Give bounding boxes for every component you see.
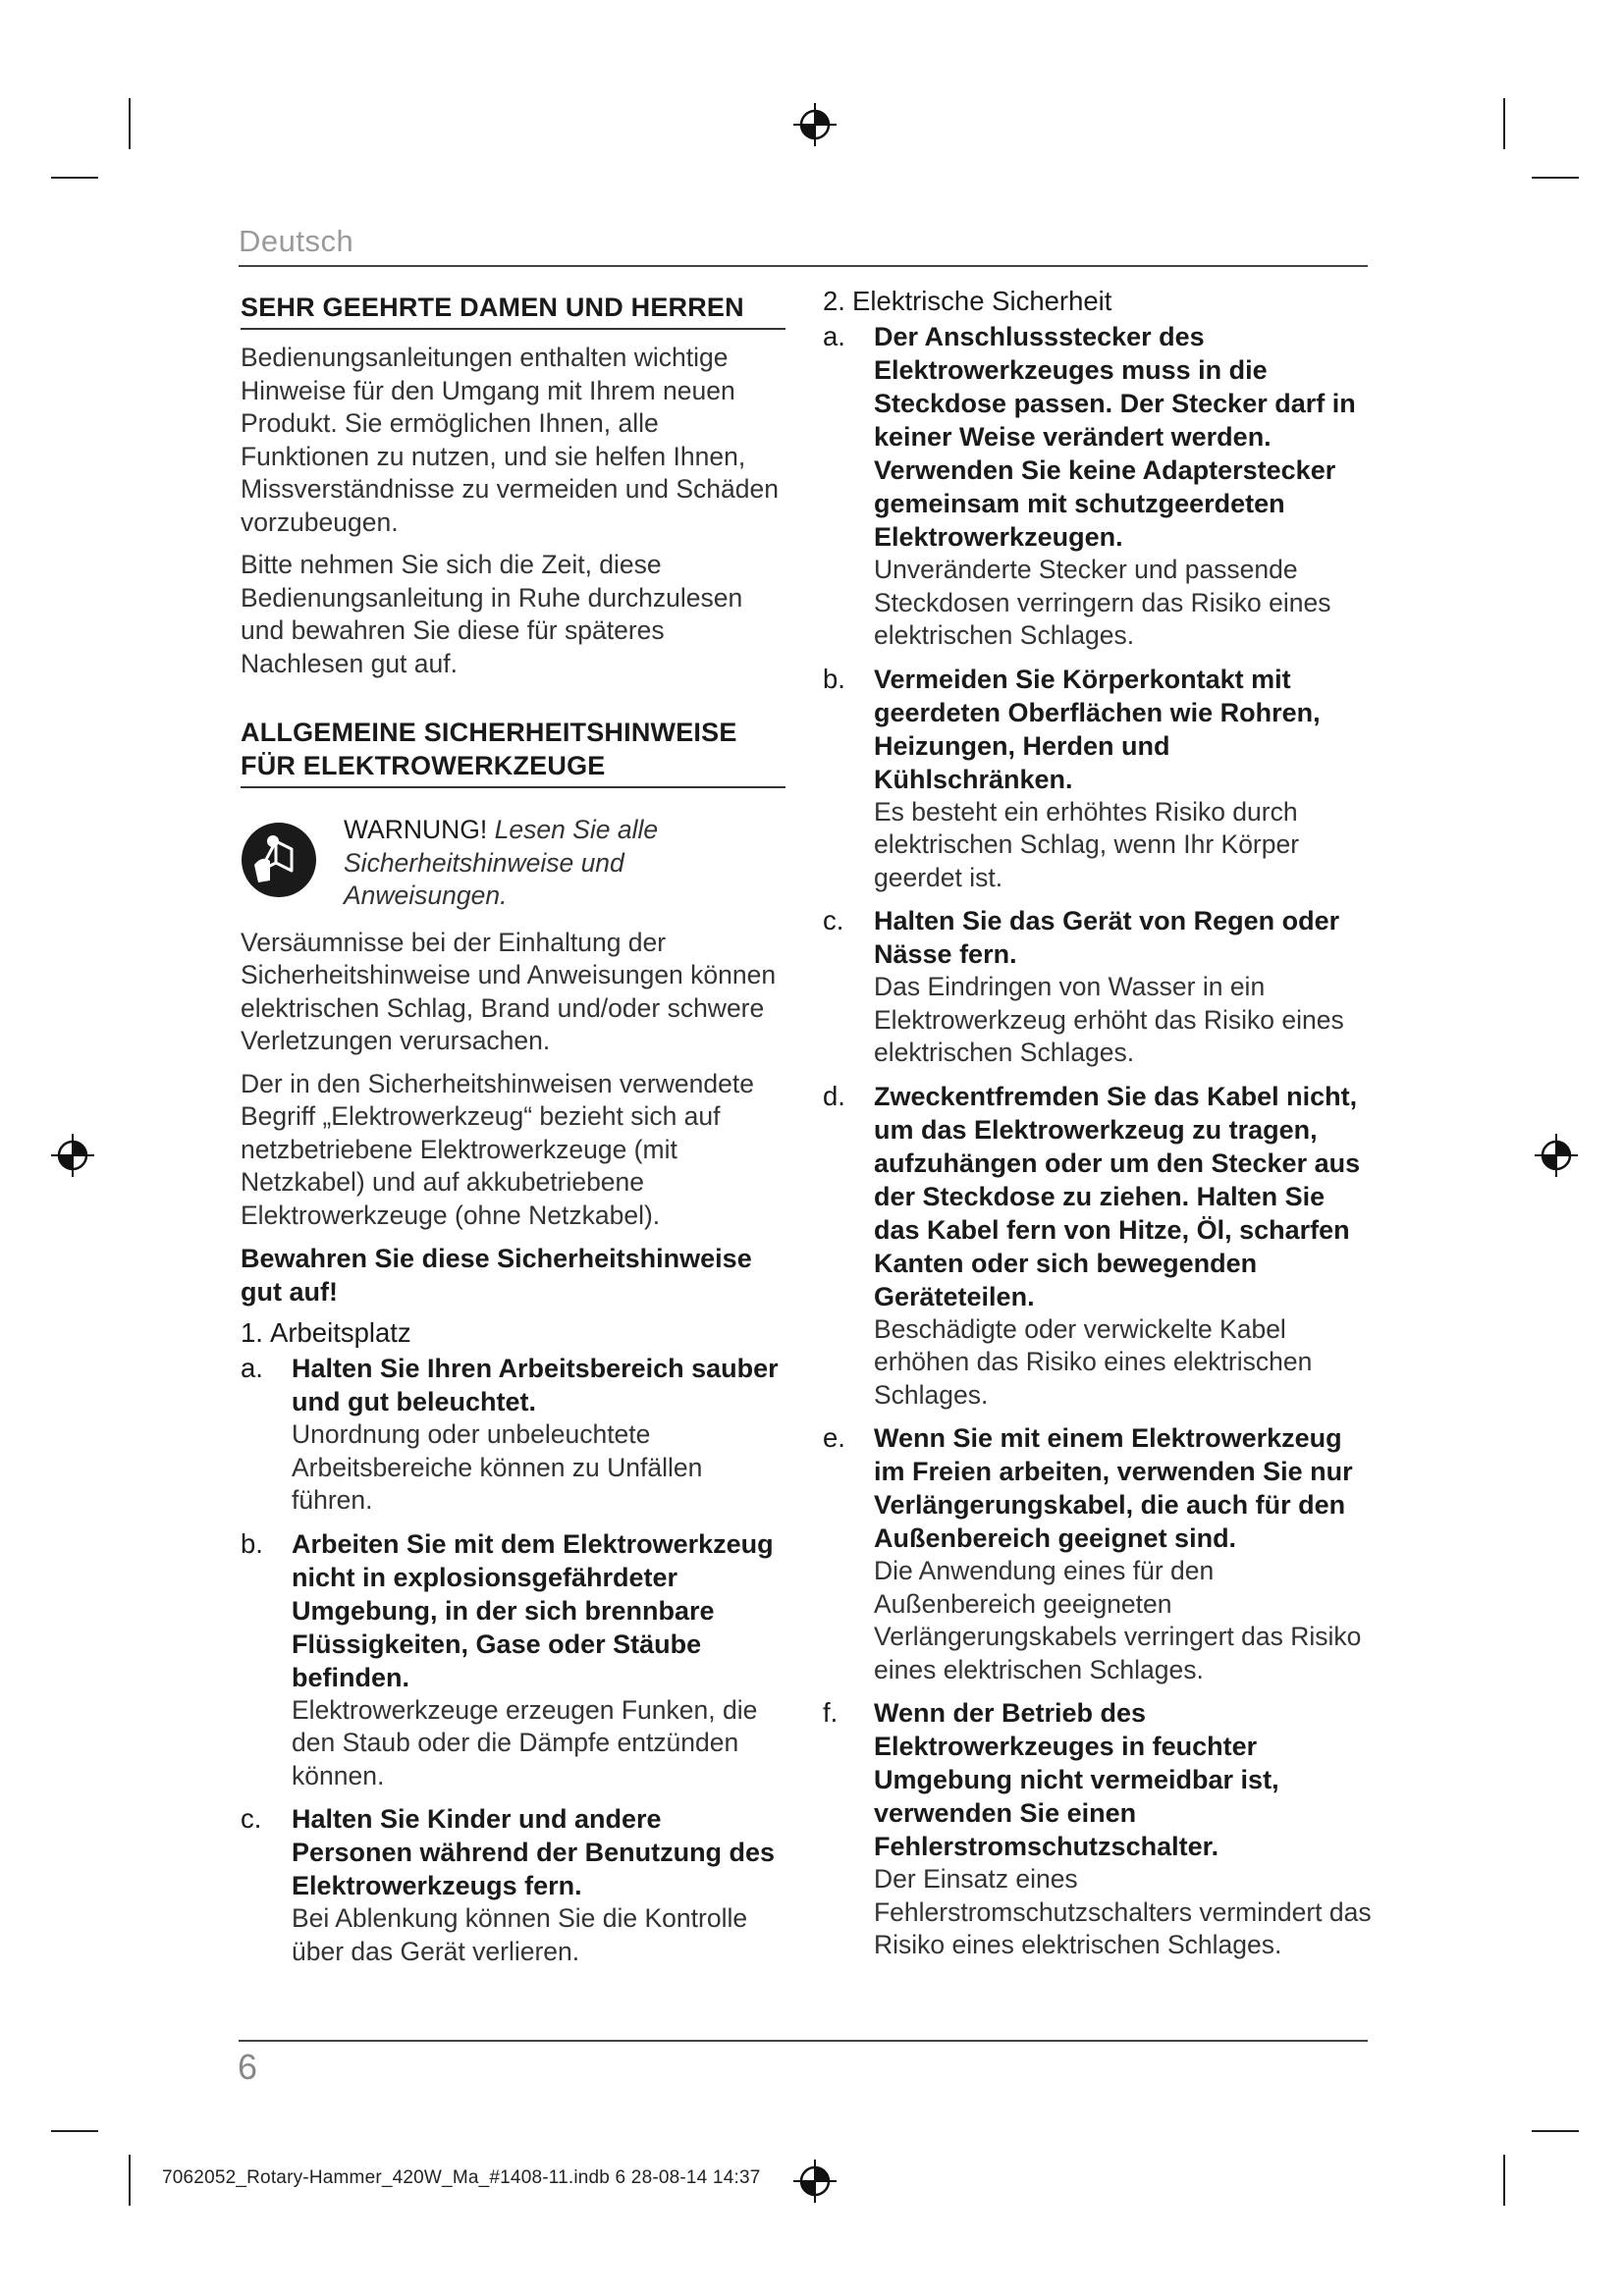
item-heading: Wenn Sie mit einem Elektrowerkzeug im Freien arbeiten, verwenden Sie nur Verlängerungskabel, die auch für den Außenbereich geeignet sind.: [874, 1423, 1353, 1553]
list-item: [823, 1421, 1373, 1686]
item-heading: Halten Sie Ihren Arbeitsbereich sauber und gut beleuchtet.: [292, 1354, 779, 1416]
list-item: [823, 663, 1373, 895]
item-letter: b.: [241, 1527, 263, 1559]
item-heading: Wenn der Betrieb des Elektrowerkzeuges in feuchter Umgebung nicht vermeidbar ist, verwenden Sie einen Fehlerstromschutzschalter.: [874, 1698, 1279, 1861]
section-title: Elektrische Sicherheit: [852, 286, 1112, 316]
crop-mark: [1503, 98, 1505, 149]
heading-dear-customers: SEHR GEEHRTE DAMEN UND HERREN: [241, 291, 785, 330]
crop-mark: [1532, 2130, 1579, 2132]
warning-block: [241, 814, 785, 913]
item-description: Unordnung oder unbeleuchtete Arbeitsbereiche können zu Unfällen führen.: [292, 1419, 703, 1515]
header-rule: [239, 265, 1368, 267]
item-description: Das Eindringen von Wasser in ein Elektrowerkzeug erhöht das Risiko eines elektrischen Schlages.: [874, 972, 1344, 1067]
list-item: [241, 1352, 785, 1518]
item-description: Der Einsatz eines Fehlerstromschutzschalters vermindert das Risiko eines elektrischen Schlages.: [874, 1864, 1372, 1959]
crop-mark: [129, 98, 131, 149]
registration-mark-icon: [793, 2160, 837, 2203]
crop-mark: [129, 2155, 131, 2206]
right-column: [823, 285, 1373, 1972]
item-letter: c.: [823, 905, 844, 935]
list-item: [241, 1527, 785, 1793]
item-heading: Zweckentfremden Sie das Kabel nicht, um das Elektrowerkzeug zu tragen, aufzuhängen oder um den Stecker aus der Steckdose zu ziehen. Halten Sie das Kabel fern von Hitze, Öl, scharfen Kanten oder sich bewegenden Geräteteilen.: [874, 1081, 1361, 1311]
section-number: 2.: [823, 286, 845, 316]
list-item: [823, 1080, 1373, 1413]
crop-mark: [1503, 2155, 1505, 2206]
item-description: Beschädigte oder verwickelte Kabel erhöhen das Risiko eines elektrischen Schlages.: [874, 1313, 1313, 1410]
section-title: Arbeitsplatz: [270, 1317, 411, 1348]
section-heading: [241, 1316, 785, 1350]
keep-notice: Bewahren Sie diese Sicherheitshinweise gut auf!: [241, 1244, 752, 1307]
item-letter: f.: [823, 1697, 839, 1728]
read-manual-icon: [241, 822, 317, 898]
list-item: [823, 904, 1373, 1070]
item-letter: d.: [823, 1080, 845, 1111]
item-heading: Vermeiden Sie Körperkontakt mit geerdeten Oberflächen wie Rohren, Heizungen, Herden und Kühlschränken.: [874, 664, 1321, 794]
item-description: Unveränderte Stecker und passende Steckdosen verringern das Risiko eines elektrischen Schlages.: [874, 555, 1331, 650]
item-letter: b.: [823, 663, 845, 694]
crop-mark: [1532, 177, 1579, 179]
page-number: 6: [238, 2047, 258, 2087]
item-description: Elektrowerkzeuge erzeugen Funken, die den Staub oder die Dämpfe entzünden können.: [292, 1694, 758, 1790]
body-paragraph: Der in den Sicherheitshinweisen verwendete Begriff „Elektrowerkzeug“ bezieht sich auf netzbetriebene Elektrowerkzeuge (mit Netzkabel) und auf akkubetriebene Elektrowerkzeuge (ohne Netzkabel).: [241, 1068, 754, 1230]
intro-paragraph: Bedienungsanleitungen enthalten wichtige Hinweise für den Umgang mit Ihrem neuen Produkt. Sie ermöglichen Ihnen, alle Funktionen zu nutzen, und sie helfen Ihnen, Missverständnisse zu vermeiden und Schäden vorzubeugen.: [241, 343, 779, 537]
warning-text: Lesen Sie alle Sicherheitshinweise und Anweisungen.: [344, 815, 659, 910]
body-paragraph: Versäumnisse bei der Einhaltung der Sicherheitshinweise und Anweisungen können elektrischen Schlag, Brand und/oder schwere Verletzungen verursachen.: [241, 927, 777, 1055]
item-letter: a.: [241, 1353, 263, 1383]
list-item: [241, 1802, 785, 1968]
item-letter: a.: [823, 321, 845, 351]
item-description: Bei Ablenkung können Sie die Kontrolle über das Gerät verlieren.: [292, 1903, 748, 1966]
item-heading: Der Anschlussstecker des Elektrowerkzeuges muss in die Steckdose passen. Der Stecker darf in keiner Weise verändert werden. Verwenden Sie keine Adapterstecker gemeinsam mit schutzgeerdeten Elektrowerkzeugen.: [874, 322, 1356, 552]
crop-mark: [51, 2130, 98, 2132]
intro-paragraph: Bitte nehmen Sie sich die Zeit, diese Bedienungsanleitung in Ruhe durchzulesen und bewahren Sie diese für späteres Nachlesen gut auf.: [241, 550, 743, 678]
left-column: [241, 285, 785, 1978]
list-item: [823, 1696, 1373, 1962]
heading-safety: ALLGEMEINE SICHERHEITSHINWEISE FÜR ELEKTROWERKZEUGE: [241, 716, 785, 788]
warning-label: WARNUNG!: [344, 815, 488, 844]
section-number: 1.: [241, 1317, 263, 1348]
registration-mark-icon: [1535, 1134, 1578, 1177]
item-description: Die Anwendung eines für den Außenbereich geeigneten Verlängerungskabels verringert das Risiko eines elektrischen Schlages.: [874, 1556, 1362, 1684]
footer-rule: [239, 2040, 1368, 2042]
item-heading: Halten Sie das Gerät von Regen oder Nässe fern.: [874, 906, 1340, 969]
item-letter: e.: [823, 1422, 845, 1453]
list-item: [823, 320, 1373, 653]
item-heading: Arbeiten Sie mit dem Elektrowerkzeug nicht in explosionsgefährdeter Umgebung, in der sich brennbare Flüssigkeiten, Gase oder Stäube befinden.: [292, 1528, 774, 1692]
item-heading: Halten Sie Kinder und andere Personen während der Benutzung des Elektrowerkzeugs fern.: [292, 1804, 776, 1900]
section-heading: [823, 285, 1373, 318]
registration-mark-icon: [51, 1134, 94, 1177]
item-letter: c.: [241, 1803, 262, 1834]
print-slug: 7062052_Rotary-Hammer_420W_Ma_#1408-11.indb 6 28-08-14 14:37: [162, 2167, 761, 2188]
language-label: Deutsch: [239, 224, 354, 258]
registration-mark-icon: [793, 103, 837, 146]
crop-mark: [51, 177, 98, 179]
item-description: Es besteht ein erhöhtes Risiko durch elektrischen Schlag, wenn Ihr Körper geerdet ist.: [874, 796, 1300, 892]
